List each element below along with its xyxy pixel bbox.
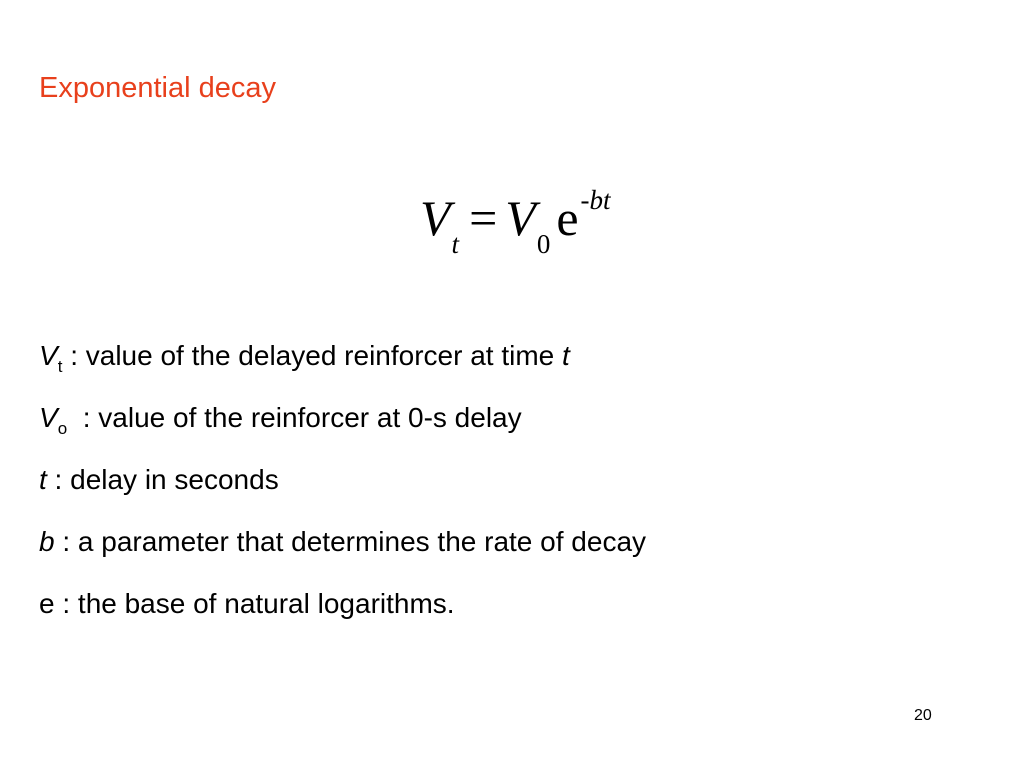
definition-subscript: o xyxy=(57,419,68,438)
formula-rhs-variable: V xyxy=(505,190,536,246)
definition-text: : value of the reinforcer at 0-s delay xyxy=(67,402,522,433)
slide-title: Exponential decay xyxy=(39,72,276,104)
definition-e xyxy=(39,584,646,646)
definition-text: e : the base of natural logarithms. xyxy=(39,588,455,619)
definition-vt xyxy=(39,336,646,398)
definition-variable: V xyxy=(39,340,58,371)
definition-b xyxy=(39,522,646,584)
formula-lhs-variable: V xyxy=(420,190,451,246)
formula-rhs-subscript: 0 xyxy=(536,229,551,259)
formula-exponent: bt xyxy=(589,185,611,215)
definition-variable: t xyxy=(39,464,47,495)
definition-t xyxy=(39,460,646,522)
formula-base: e xyxy=(556,190,579,246)
decay-formula xyxy=(420,185,611,259)
definition-text: : a parameter that determines the rate of decay xyxy=(54,526,647,557)
definition-tail-variable: t xyxy=(562,340,570,371)
page-number: 20 xyxy=(914,707,932,724)
definition-text: : value of the delayed reinforcer at time xyxy=(62,340,563,371)
formula-equals: = xyxy=(469,190,498,246)
definitions-list xyxy=(39,336,646,646)
formula-lhs-subscript: t xyxy=(451,229,460,259)
definition-text: : delay in seconds xyxy=(46,464,279,495)
definition-vo xyxy=(39,398,646,460)
definition-variable: b xyxy=(39,526,55,557)
definition-subscript: t xyxy=(57,357,63,376)
formula-exponent-sign: - xyxy=(580,185,590,215)
definition-variable: V xyxy=(39,402,58,433)
formula-exponent-group xyxy=(581,185,611,215)
